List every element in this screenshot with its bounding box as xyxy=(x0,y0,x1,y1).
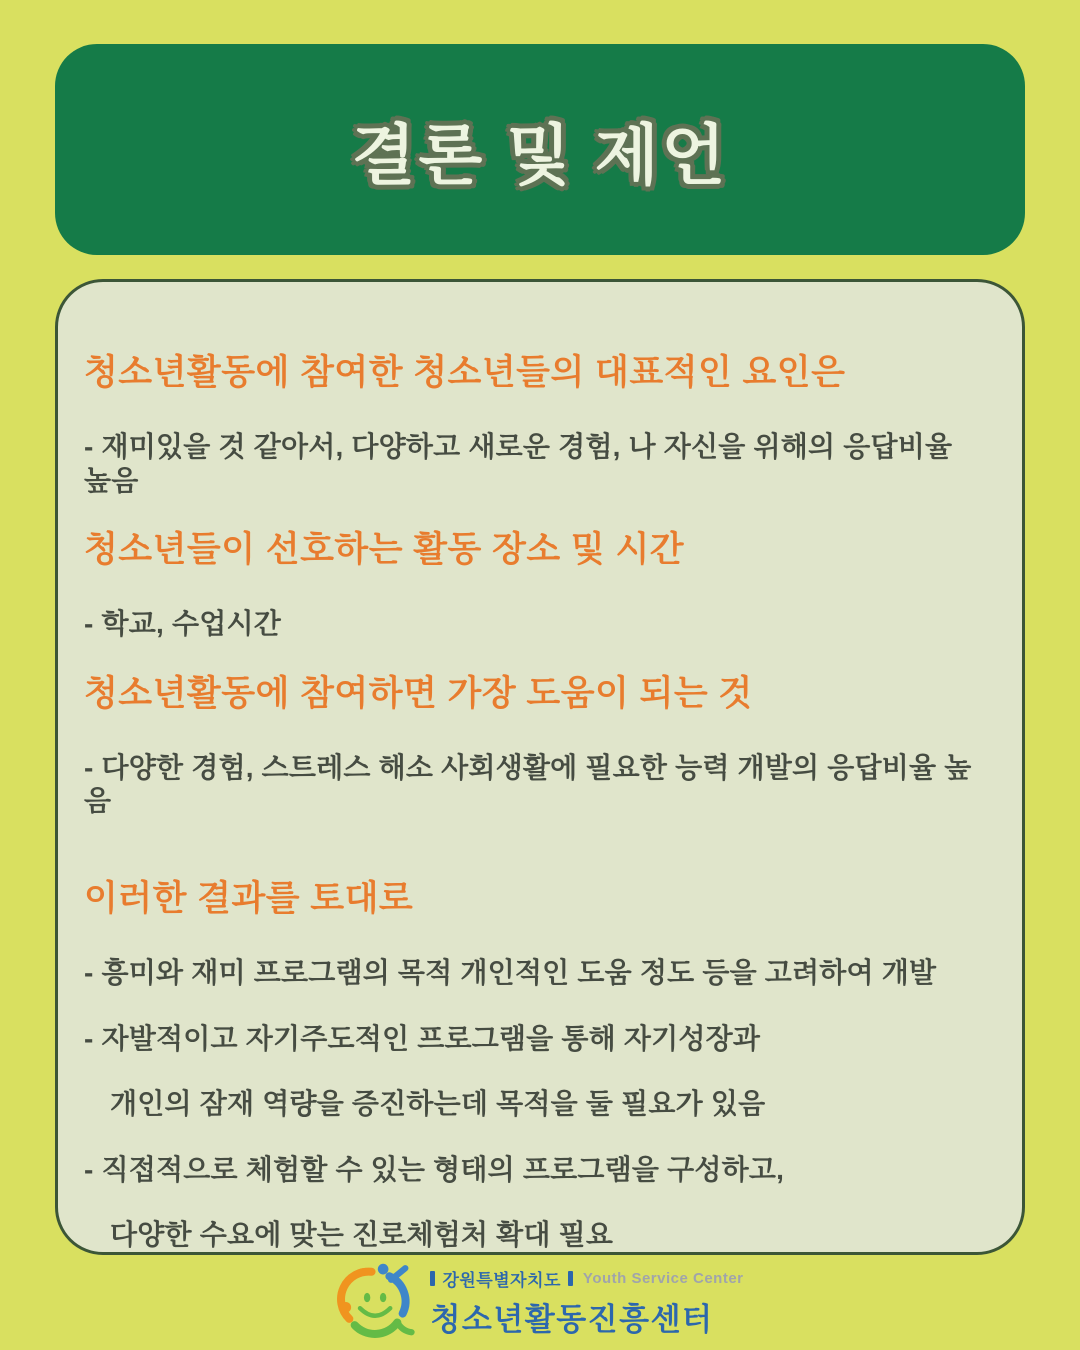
logo-bar-icon xyxy=(430,1271,435,1286)
bullet-line: 다양한 수요에 맞는 진로체험처 확대 필요 xyxy=(110,1219,614,1251)
section-heading: 이러한 결과를 토대로 xyxy=(84,878,414,918)
section-most-helpful xyxy=(84,673,982,818)
logo-bar-icon xyxy=(568,1271,573,1286)
footer-logo-top-row xyxy=(430,1266,743,1291)
section-heading: 청소년들이 선호하는 활동 장소 및 시간 xyxy=(84,530,685,570)
bullet-line: - 다양한 경험, 스트레스 해소 사회생활에 필요한 능력 개발의 응답비율 높음 xyxy=(84,751,972,817)
footer-logo-text xyxy=(430,1266,743,1339)
people-circle-smile-icon xyxy=(336,1262,416,1342)
section-preferred-place-time xyxy=(84,529,982,641)
org-name-label: 청소년활동진흥센터 xyxy=(430,1301,714,1337)
org-region-label: 강원특별자치도 xyxy=(442,1270,561,1290)
bullet-line: 개인의 잠재 역량을 증진하는데 목적을 둘 필요가 있음 xyxy=(110,1088,766,1120)
section-participation-factors xyxy=(84,352,982,497)
bullet-line: - 학교, 수업시간 xyxy=(84,608,281,640)
title-banner xyxy=(55,44,1025,255)
bullet-line: - 직접적으로 체험할 수 있는 형태의 프로그램을 구성하고, xyxy=(84,1153,785,1185)
bullet-line: - 자발적이고 자기주도적인 프로그램을 통해 자기성장과 xyxy=(84,1022,761,1054)
section-heading: 청소년활동에 참여한 청소년들의 대표적인 요인은 xyxy=(84,353,846,392)
page-title: 결론 및 제언 xyxy=(351,118,729,192)
content-panel xyxy=(55,279,1025,1255)
footer-logo xyxy=(0,1258,1080,1346)
section-heading: 청소년활동에 참여하면 가장 도움이 되는 것 xyxy=(84,673,753,713)
section-recommendations xyxy=(84,878,982,1252)
bullet-line: - 재미있을 것 같아서, 다양하고 새로운 경험, 나 자신을 위해의 응답비율 높음 xyxy=(84,431,953,496)
org-english-label: Youth Service Center xyxy=(582,1269,744,1287)
bullet-line: - 흥미와 재미 프로그램의 목적 개인적인 도움 정도 등을 고려하여 개발 xyxy=(84,956,937,988)
